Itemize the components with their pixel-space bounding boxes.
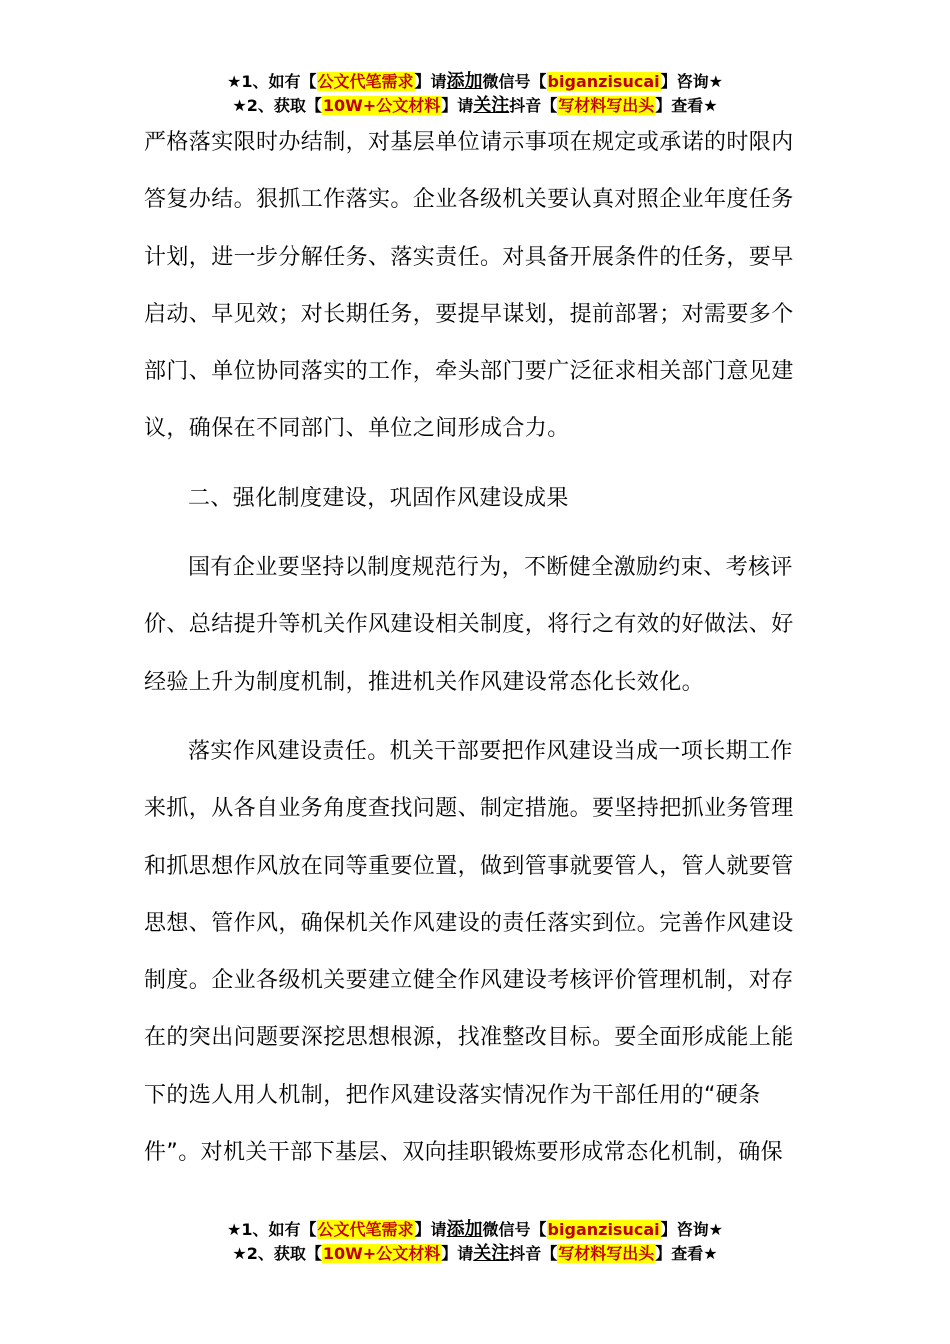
highlight-text: 10W+公文材料: [322, 1244, 441, 1263]
section-heading: 二、强化制度建设，巩固作风建设成果: [188, 485, 569, 511]
text-line: 议，确保在不同部门、单位之间形成合力。: [144, 416, 570, 442]
banner-text: 抖音【: [509, 1244, 558, 1263]
text-line: 落实作风建设责任。机关干部要把作风建设当成一项长期工作: [188, 738, 793, 764]
star-icon: ★: [232, 1244, 247, 1263]
banner-text: 】咨询: [660, 1220, 709, 1239]
star-icon: ★: [227, 72, 242, 91]
banner-text: 】查看: [655, 96, 704, 115]
underlined-text: 添加: [446, 1219, 483, 1240]
banner-text: 】请: [441, 1244, 474, 1263]
star-icon: ★: [708, 72, 723, 91]
text-line: 下的选人用人机制，把作风建设落实情况作为干部任用的“硬条: [144, 1082, 761, 1108]
text-line: 思想、管作风，确保机关作风建设的责任落实到位。完善作风建设: [144, 910, 794, 936]
document-body: [144, 114, 808, 1181]
banner-text: 1、如有【: [241, 1220, 317, 1239]
star-icon: ★: [232, 96, 247, 115]
banner-text: 2、获取【: [246, 1244, 322, 1263]
star-icon: ★: [703, 96, 718, 115]
banner-text: 2、获取【: [246, 96, 322, 115]
underlined-text: 关注: [473, 95, 510, 116]
star-icon: ★: [708, 1220, 723, 1239]
banner-text: 】请: [414, 1220, 447, 1239]
text-line: 在的突出问题要深挖思想根源，找准整改目标。要全面形成能上能: [144, 1025, 794, 1051]
star-icon: ★: [703, 1244, 718, 1263]
footer-banner: [0, 1218, 950, 1266]
underlined-text: 关注: [473, 1243, 510, 1264]
text-line: 制度。企业各级机关要建立健全作风建设考核评价管理机制，对存: [144, 968, 794, 994]
text-line: 件”。对机关干部下基层、双向挂职锻炼要形成常态化机制，确保: [144, 1140, 783, 1166]
banner-line-1: [0, 70, 950, 94]
banner-text: 】咨询: [660, 72, 709, 91]
highlight-text: 写材料写出头: [558, 96, 655, 115]
highlight-text: 公文代笔需求: [317, 1220, 414, 1239]
text-line: 来抓，从各自业务角度查找问题、制定措施。要坚持把抓业务管理: [144, 796, 794, 822]
banner-text: 】请: [414, 72, 447, 91]
banner-text: 1、如有【: [241, 72, 317, 91]
text-line: 和抓思想作风放在同等重要位置，做到管事就要管人，管人就要管: [144, 853, 794, 879]
text-line: 启动、早见效；对长期任务，要提早谋划，提前部署；对需要多个: [144, 301, 794, 327]
highlight-text: 10W+公文材料: [322, 96, 441, 115]
highlight-text: 公文代笔需求: [317, 72, 414, 91]
banner-line-1: [0, 1218, 950, 1242]
star-icon: ★: [227, 1220, 242, 1239]
text-line: 经验上升为制度机制，推进机关作风建设常态化长效化。: [144, 669, 705, 695]
text-line: 价、总结提升等机关作风建设相关制度，将行之有效的好做法、好: [144, 612, 794, 638]
text-line: 计划，进一步分解任务、落实责任。对具备开展条件的任务，要早: [144, 244, 794, 270]
banner-text: 微信号【: [482, 1220, 547, 1239]
highlight-text: 写材料写出头: [558, 1244, 655, 1263]
banner-text: 抖音【: [509, 96, 558, 115]
header-banner: [0, 70, 950, 118]
underlined-text: 添加: [446, 71, 483, 92]
highlight-text: biganzisucai: [547, 72, 660, 91]
text-line: 部门、单位协同落实的工作，牵头部门要广泛征求相关部门意见建: [144, 359, 794, 385]
highlight-text: biganzisucai: [547, 1220, 660, 1239]
text-line: 严格落实限时办结制，对基层单位请示事项在规定或承诺的时限内: [144, 130, 794, 155]
banner-text: 】查看: [655, 1244, 704, 1263]
banner-text: 微信号【: [482, 72, 547, 91]
text-line: 答复办结。狠抓工作落实。企业各级机关要认真对照企业年度任务: [144, 187, 794, 213]
banner-line-2: [0, 1242, 950, 1266]
text-line: 国有企业要坚持以制度规范行为，不断健全激励约束、考核评: [188, 555, 793, 581]
banner-text: 】请: [441, 96, 474, 115]
